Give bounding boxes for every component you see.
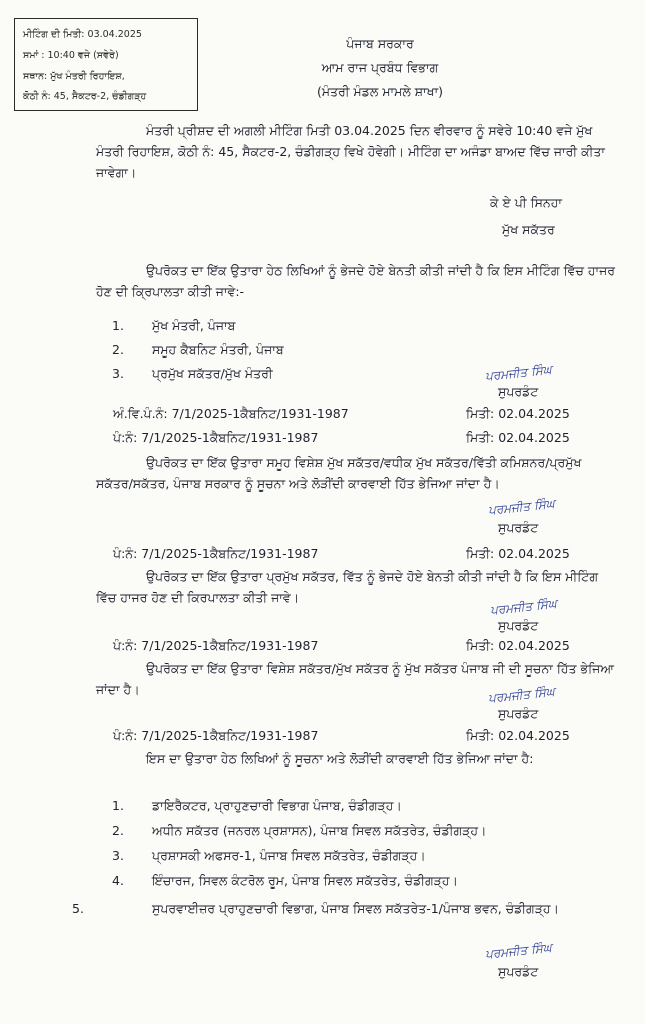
signature: ਪਰਮਜੀਤ ਸਿੰਘ [487, 496, 556, 518]
endorsement-date: ਮਿਤੀ: 02.04.2025 [466, 638, 570, 653]
designation: ਸੁਪਰਡੰਟ [498, 618, 539, 633]
endorsement-text: ਉਪਰੋਕਤ ਦਾ ਇੱਕ ਉਤਾਰਾ ਵਿਸ਼ੇਸ਼ ਸਕੱਤਰ/ਮੁੱਖ ਸਕੱਤਰ ਨੂੰ ਮੁੱਖ ਸਕੱਤਰ ਪੰਜਾਬ ਜੀ ਦੀ ਸੂਚਨਾ ਹਿੱਤ ਭੇਜਿਆ ਜਾਂਦਾ ਹੈ। [96, 661, 614, 697]
list-item: 3. ਪ੍ਰਸ਼ਾਸਕੀ ਅਫਸਰ-1, ਪੰਜਾਬ ਸਿਵਲ ਸਕੱਤਰੇਤ, ਚੰਡੀਗੜ੍ਹ। [112, 848, 426, 863]
endorsement-date: ਮਿਤੀ: 02.04.2025 [466, 728, 570, 743]
signature: ਪਰਮਜੀਤ ਸਿੰਘ [489, 596, 558, 618]
list-item: 5. ਸੁਪਰਵਾਈਜ਼ਰ ਪ੍ਰਾਹੁਣਚਾਰੀ ਵਿਭਾਗ, ਪੰਜਾਬ ਸਿਵਲ ਸਕੱਤਰੇਤ-1/ਪੰਜਾਬ ਭਵਨ, ਚੰਡੀਗੜ੍ਹ। [72, 901, 559, 916]
designation: ਸੁਪਰਡੰਟ [498, 384, 539, 399]
designation: ਸੁਪਰਡੰਟ [498, 706, 539, 721]
endorsement-ref: ਪੰ:ਨੰ: 7/1/2025-1ਕੈਬਨਿਟ/1931-1987 [113, 638, 319, 653]
list-item: 2. ਅਧੀਨ ਸਕੱਤਰ (ਜਨਰਲ ਪ੍ਰਸ਼ਾਸਨ), ਪੰਜਾਬ ਸਿਵਲ ਸਕੱਤਰੇਤ, ਚੰਡੀਗੜ੍ਹ। [112, 823, 487, 838]
designation: ਸੁਪਰਡੰਟ [498, 964, 539, 979]
signature: ਪਰਮਜੀਤ ਸਿੰਘ [484, 362, 553, 384]
endorsement-ref: ਪੰ:ਨੰ: 7/1/2025-1ਕੈਬਨਿਟ/1931-1987 [113, 430, 319, 445]
intro-paragraph: ਮੰਤਰੀ ਪ੍ਰੀਸ਼ਦ ਦੀ ਅਗਲੀ ਮੀਟਿੰਗ ਮਿਤੀ 03.04.2025 ਦਿਨ ਵੀਰਵਾਰ ਨੂੰ ਸਵੇਰੇ 10:40 ਵਜੇ ਮੁੱਖ ਮੰਤਰੀ ਰਿਹਾਇਸ਼, ਕੋਠੀ ਨੰ: 45, ਸੈਕਟਰ-2, ਚੰਡੀਗੜ੍ਹ ਵਿਖੇ ਹੋਵੇਗੀ। ਮੀਟਿੰਗ ਦਾ ਅਜੰਡਾ ਬਾਅਦ ਵਿੱਚ ਜਾਰੀ ਕੀਤਾ ਜਾਵੇਗਾ। [96, 123, 605, 180]
list-item: 4. ਇੰਚਾਰਜ, ਸਿਵਲ ਕੰਟਰੋਲ ਰੂਮ, ਪੰਜਾਬ ਸਿਵਲ ਸਕੱਤਰੇਤ, ਚੰਡੀਗੜ੍ਹ। [112, 873, 458, 888]
header-branch: (ਮੰਤਰੀ ਮੰਡਲ ਮਾਮਲੇ ਸ਼ਾਖਾ) [316, 84, 444, 99]
signer-title: ਮੁੱਖ ਸਕੱਤਰ [502, 222, 555, 237]
meeting-place-address: ਕੋਠੀ ਨੰ: 45, ਸੈਕਟਰ-2, ਚੰਡੀਗੜ੍ਹ [23, 91, 147, 102]
list-item: 1. ਡਾਇਰੈਕਟਰ, ਪ੍ਰਾਹੁਣਚਾਰੀ ਵਿਭਾਗ ਪੰਜਾਬ, ਚੰਡੀਗੜ੍ਹ। [112, 798, 402, 813]
meeting-time: ਸਮਾਂ : 10:40 ਵਜੇ (ਸਵੇਰੇ) [23, 50, 119, 61]
endorsement-ref: ਅੰ.ਵਿ.ਪੰ.ਨੰ: 7/1/2025-1ਕੈਬਨਿਟ/1931-1987 [113, 406, 349, 421]
section1-paragraph: ਉਪਰੋਕਤ ਦਾ ਇੱਕ ਉਤਾਰਾ ਹੇਠ ਲਿਖਿਆਂ ਨੂੰ ਭੇਜਦੇ ਹੋਏ ਬੇਨਤੀ ਕੀਤੀ ਜਾਂਦੀ ਹੈ ਕਿ ਇਸ ਮੀਟਿੰਗ ਵਿੱਚ ਹਾਜਰ ਹੋਣ ਦੀ ਕ੍ਰਿਪਾਲਤਾ ਕੀਤੀ ਜਾਵੇ:- [96, 263, 615, 299]
list-item: 3. ਪ੍ਰਮੁੱਖ ਸਕੱਤਰ/ਮੁੱਖ ਮੰਤਰੀ [112, 366, 273, 381]
endorsement-date: ਮਿਤੀ: 02.04.2025 [466, 406, 570, 421]
meeting-info-box [14, 18, 198, 111]
meeting-place: ਸਥਾਨ: ਮੁੱਖ ਮੰਤਰੀ ਰਿਹਾਇਸ਼, [23, 71, 125, 82]
endorsement-date: ਮਿਤੀ: 02.04.2025 [466, 430, 570, 445]
signature: ਪਰਮਜੀਤ ਸਿੰਘ [484, 940, 553, 962]
endorsement-date: ਮਿਤੀ: 02.04.2025 [466, 546, 570, 561]
endorsement-text: ਉਪਰੋਕਤ ਦਾ ਇੱਕ ਉਤਾਰਾ ਪ੍ਰਮੁੱਖ ਸਕੱਤਰ, ਵਿੱਤ ਨੂੰ ਭੇਜਦੇ ਹੋਏ ਬੇਨਤੀ ਕੀਤੀ ਜਾਂਦੀ ਹੈ ਕਿ ਇਸ ਮੀਟਿੰਗ ਵਿੱਚ ਹਾਜਰ ਹੋਣ ਦੀ ਕਿਰਪਾਲਤਾ ਕੀਤੀ ਜਾਵੇ। [96, 569, 599, 605]
header-government: ਪੰਜਾਬ ਸਰਕਾਰ [346, 36, 414, 51]
endorsement-ref: ਪੰ:ਨੰ: 7/1/2025-1ਕੈਬਨਿਟ/1931-1987 [113, 546, 319, 561]
endorsement-text: ਇਸ ਦਾ ਉਤਾਰਾ ਹੇਠ ਲਿਖਿਆਂ ਨੂੰ ਸੂਚਨਾ ਅਤੇ ਲੋੜੀਂਦੀ ਕਾਰਵਾਈ ਹਿੱਤ ਭੇਜਿਆ ਜਾਂਦਾ ਹੈ: [146, 751, 534, 766]
signature: ਪਰਮਜੀਤ ਸਿੰਘ [487, 684, 556, 706]
meeting-date: ਮੀਟਿੰਗ ਦੀ ਮਿਤੀ: 03.04.2025 [23, 29, 142, 40]
endorsement-text: ਉਪਰੋਕਤ ਦਾ ਇੱਕ ਉਤਾਰਾ ਸਮੂਹ ਵਿਸ਼ੇਸ਼ ਮੁੱਖ ਸਕੱਤਰ/ਵਧੀਕ ਮੁੱਖ ਸਕੱਤਰ/ਵਿੱਤੀ ਕਮਿਸ਼ਨਰ/ਪ੍ਰਮੁੱਖ ਸਕੱਤਰ/ਸਕੱਤਰ, ਪੰਜਾਬ ਸਰਕਾਰ ਨੂੰ ਸੂਚਨਾ ਅਤੇ ਲੋੜੀਂਦੀ ਕਾਰਵਾਈ ਹਿੱਤ ਭੇਜਿਆ ਜਾਂਦਾ ਹੈ। [96, 455, 582, 491]
designation: ਸੁਪਰਡੰਟ [498, 520, 539, 535]
signer-name: ਕੇ ਏ ਪੀ ਸਿਨਹਾ [490, 195, 562, 210]
header-department: ਆਮ ਰਾਜ ਪ੍ਰਬੰਧ ਵਿਭਾਗ [321, 60, 439, 75]
endorsement-ref: ਪੰ:ਨੰ: 7/1/2025-1ਕੈਬਨਿਟ/1931-1987 [113, 728, 319, 743]
list-item: 1. ਮੁੱਖ ਮੰਤਰੀ, ਪੰਜਾਬ [112, 318, 236, 333]
list-item: 2. ਸਮੂਹ ਕੈਬਨਿਟ ਮੰਤਰੀ, ਪੰਜਾਬ [112, 342, 284, 357]
